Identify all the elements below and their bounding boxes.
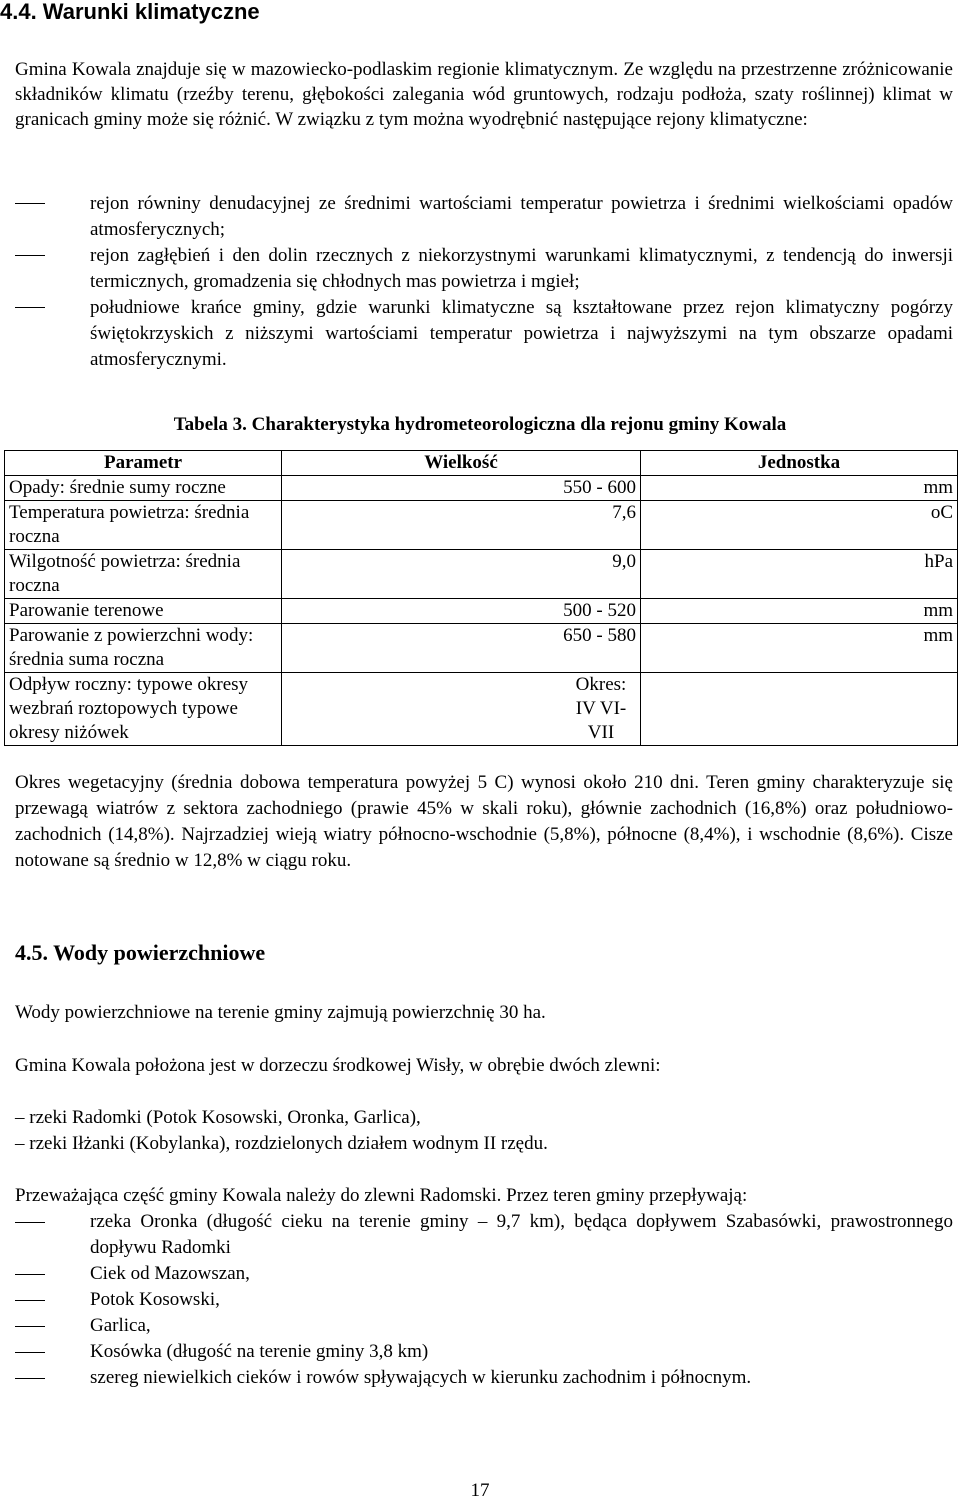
list-item	[15, 1365, 953, 1391]
page-number: 17	[470, 1480, 490, 1501]
column-header-value: Wielkość	[282, 451, 641, 476]
value-cell: Okres: IV VI-VII	[282, 673, 641, 746]
water-majority-paragraph: Przeważająca część gminy Kowala należy do zlewni Radomski. Przez teren gminy przepływają:	[15, 1185, 748, 1206]
parameter-cell: Odpływ roczny: typowe okresy wezbrań roztopowych typowe okresy niżówek	[5, 673, 282, 746]
list-item	[15, 1209, 953, 1261]
list-item	[15, 243, 953, 295]
section-heading-water: 4.5. Wody powierzchniowe	[15, 940, 266, 965]
parameter-cell: Temperatura powietrza: średnia roczna	[5, 501, 282, 550]
list-item-text: Potok Kosowski,	[90, 1289, 220, 1310]
list-item-text: rzeka Oronka (długość cieku na terenie gminy – 9,7 km), będąca dopływem Szabasówki, prawostronnego dopływu Radomki	[90, 1211, 953, 1258]
list-item-text: południowe krańce gminy, gdzie warunki klimatyczne są kształtowane przez rejon klimatyczny pogórzy świętokrzyskich z niższymi wartościami temperatur powietrza i najwyższymi na tym obszarze opadami atmosferycznymi.	[90, 297, 953, 370]
list-item-text: szereg niewielkich cieków i rowów spływających w kierunku zachodnim i północnym.	[90, 1367, 752, 1388]
dash-bullet	[15, 1274, 45, 1275]
unit-cell: mm	[641, 599, 958, 624]
list-item	[15, 191, 953, 243]
parameter-cell: Parowanie z powierzchni wody: średnia suma roczna	[5, 624, 282, 673]
section-heading-climate: 4.4. Warunki klimatyczne	[0, 0, 260, 24]
climate-regions-list	[15, 191, 953, 373]
hydrometeorological-table	[4, 450, 958, 746]
list-item: – rzeki Radomki (Potok Kosowski, Oronka, Garlica),	[15, 1107, 421, 1128]
unit-cell: hPa	[641, 550, 958, 599]
water-basin-paragraph: Gmina Kowala położona jest w dorzeczu środkowej Wisły, w obrębie dwóch zlewni:	[15, 1055, 661, 1076]
list-item	[15, 1313, 953, 1339]
table-row	[5, 501, 958, 550]
list-item-text: rejon zagłębień i den dolin rzecznych z niekorzystnymi warunkami klimatycznymi, z tendencją do inwersji termicznych, gromadzenia się chłodnych mas powietrza i mgieł;	[90, 245, 953, 292]
value-cell: 500 - 520	[282, 599, 641, 624]
column-header-unit: Jednostka	[641, 451, 958, 476]
dash-bullet	[15, 255, 45, 256]
basin-list	[15, 1105, 953, 1157]
dash-bullet	[15, 1300, 45, 1301]
list-item	[15, 1287, 953, 1313]
parameter-cell: Opady: średnie sumy roczne	[5, 476, 282, 501]
dash-bullet	[15, 203, 45, 204]
streams-list	[15, 1209, 953, 1391]
value-cell: 7,6	[282, 501, 641, 550]
value-cell: 650 - 580	[282, 624, 641, 673]
table-row	[5, 624, 958, 673]
table-caption: Tabela 3. Charakterystyka hydrometeorologiczna dla rejonu gminy Kowala	[173, 414, 787, 435]
unit-cell: mm	[641, 476, 958, 501]
unit-cell: mm	[641, 624, 958, 673]
list-item-text: rejon równiny denudacyjnej ze średnimi wartościami temperatur powietrza i średnimi wielkościami opadów atmosferycznych;	[90, 193, 953, 240]
list-item	[15, 1339, 953, 1365]
list-item: – rzeki Iłżanki (Kobylanka), rozdzielonych działem wodnym II rzędu.	[15, 1133, 548, 1154]
table-row	[5, 476, 958, 501]
table-row	[5, 599, 958, 624]
dash-bullet	[15, 1326, 45, 1327]
parameter-cell: Parowanie terenowe	[5, 599, 282, 624]
dash-bullet	[15, 1378, 45, 1379]
parameter-cell: Wilgotność powietrza: średnia roczna	[5, 550, 282, 599]
vegetation-wind-paragraph: Okres wegetacyjny (średnia dobowa temperatura powyżej 5 C) wynosi około 210 dni. Teren gminy charakteryzuje się przewagą wiatrów z sektora zachodniego (prawie 45% w skali roku), głównie zachodnich (16,8%) oraz południowo-zachodnich (14,8%). Najrzadziej wieją wiatry północno-wschodnie (5,8%), północne (8,4%), i wschodnie (8,6%). Cisze notowane są średnio w 12,8% w ciągu roku.	[15, 772, 953, 871]
column-header-parameter: Parametr	[5, 451, 282, 476]
list-item-text: Garlica,	[90, 1315, 151, 1336]
list-item-text: Kosówka (długość na terenie gminy 3,8 km)	[90, 1341, 429, 1362]
list-item	[15, 295, 953, 373]
value-cell: 9,0	[282, 550, 641, 599]
table-row	[5, 673, 958, 746]
table-header-row	[5, 451, 958, 476]
unit-cell: oC	[641, 501, 958, 550]
dash-bullet	[15, 1222, 45, 1223]
value-cell: 550 - 600	[282, 476, 641, 501]
table-row	[5, 550, 958, 599]
dash-bullet	[15, 1352, 45, 1353]
unit-cell	[641, 673, 958, 746]
dash-bullet	[15, 307, 45, 308]
water-area-paragraph: Wody powierzchniowe na terenie gminy zajmują powierzchnię 30 ha.	[15, 1002, 546, 1023]
list-item-text: Ciek od Mazowszan,	[90, 1263, 250, 1284]
list-item	[15, 1261, 953, 1287]
climate-intro-paragraph: Gmina Kowala znajduje się w mazowiecko-podlaskim regionie klimatycznym. Ze względu na przestrzenne zróżnicowanie składników klimatu (rzeźby terenu, głębokości zalegania wód gruntowych, rodzaju podłoża, szaty roślinnej) klimat w granicach gminy może się różnić. W związku z tym można wyodrębnić następujące rejony klimatyczne:	[15, 59, 953, 130]
